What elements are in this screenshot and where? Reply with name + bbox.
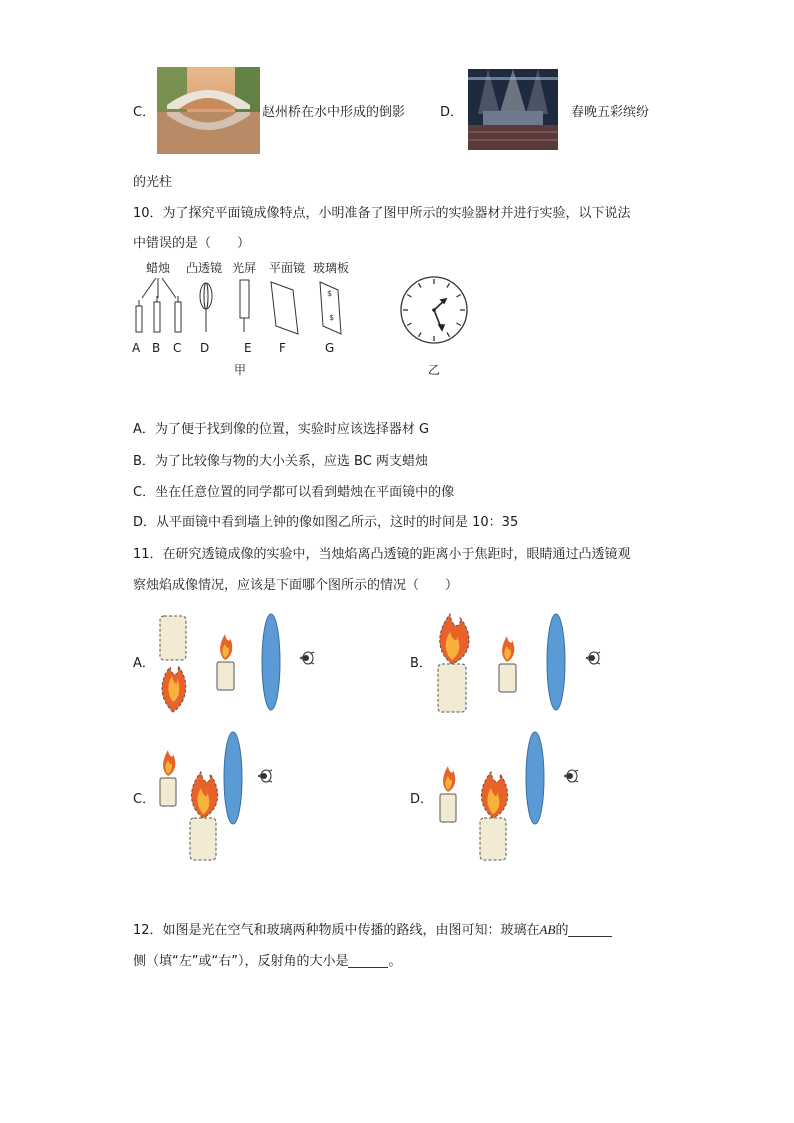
q12-line2-post: 。 bbox=[388, 954, 402, 969]
option-d-label: D． bbox=[440, 105, 464, 120]
q12-line1-post: 的 bbox=[555, 923, 569, 938]
letter-a: A bbox=[132, 341, 141, 355]
option-d-text: 春晚五彩缤纷 bbox=[571, 105, 650, 120]
q10-option-d: D．从平面镜中看到墙上钟的像如图乙所示，这时的时间是 10：35 bbox=[133, 515, 519, 530]
bridge-reflection-photo bbox=[157, 67, 260, 154]
q12-line2-pre: 侧（填“左”或“右”），反射角的大小是 bbox=[133, 954, 349, 969]
label-plane-mirror: 平面镜 bbox=[269, 261, 306, 275]
q12-blank-side[interactable] bbox=[568, 924, 612, 937]
q10-option-a: A．为了便于找到像的位置，实验时应该选择器材 G bbox=[133, 422, 430, 437]
q11-option-b-label: B． bbox=[410, 656, 432, 671]
letter-c: C bbox=[173, 341, 182, 355]
q12-line1-pre: 12．如图是光在空气和玻璃两种物质中传播的路线，由图可知：玻璃在 bbox=[133, 923, 540, 938]
letter-g: G bbox=[325, 341, 335, 355]
letter-f: F bbox=[279, 341, 286, 355]
caption-jia: 甲 bbox=[234, 363, 247, 377]
label-screen: 光屏 bbox=[232, 261, 257, 275]
svg-text:$: $ bbox=[329, 313, 335, 322]
q11-stem-line2: 察烛焰成像情况，应该是下面哪个图所示的情况（ ） bbox=[133, 578, 459, 593]
q12-stem-line1 bbox=[133, 923, 612, 937]
apparatus-drawing bbox=[128, 276, 368, 340]
label-candle: 蜡烛 bbox=[146, 261, 171, 275]
letter-d: D bbox=[200, 341, 210, 355]
q12-stem-line2 bbox=[133, 955, 401, 968]
q11-option-c-label: C． bbox=[133, 792, 156, 807]
q10-stem-line1: 10．为了探究平面镜成像特点，小明准备了图甲所示的实验器材并进行实验，以下说法 bbox=[133, 206, 631, 221]
option-d-text-continued: 的光柱 bbox=[133, 175, 173, 190]
option-c-label: C． bbox=[133, 105, 156, 120]
stage-light-photo bbox=[468, 69, 558, 150]
q12-blank-angle[interactable] bbox=[348, 955, 388, 968]
q11-option-d-label: D． bbox=[410, 792, 434, 807]
svg-text:$: $ bbox=[327, 289, 333, 298]
q11-figure-d bbox=[428, 730, 618, 862]
mirror-clock-figure bbox=[398, 274, 470, 346]
q11-stem-line1: 11．在研究透镜成像的实验中，当烛焰离凸透镜的距离小于焦距时，眼睛通过凸透镜观 bbox=[133, 547, 631, 562]
caption-yi: 乙 bbox=[428, 363, 441, 377]
q11-figure-c bbox=[150, 730, 300, 862]
q10-option-c: C．坐在任意位置的同学都可以看到蜡烛在平面镜中的像 bbox=[133, 485, 455, 500]
letter-e: E bbox=[244, 341, 252, 355]
label-glass-plate: 玻璃板 bbox=[313, 261, 350, 275]
option-c-text: 赵州桥在水中形成的倒影 bbox=[262, 105, 406, 120]
q10-stem-line2: 中错误的是（ ） bbox=[133, 236, 251, 251]
q12-var-ab: AB bbox=[539, 922, 556, 937]
q10-option-b: B．为了比较像与物的大小关系，应选 BC 两支蜡烛 bbox=[133, 454, 428, 469]
letter-b: B bbox=[152, 341, 161, 355]
q11-option-a-label: A． bbox=[133, 656, 155, 671]
figure-jia-apparatus bbox=[128, 262, 368, 382]
q11-figure-a bbox=[150, 612, 330, 716]
q11-figure-b bbox=[428, 612, 618, 716]
label-convex-lens: 凸透镜 bbox=[186, 261, 223, 275]
